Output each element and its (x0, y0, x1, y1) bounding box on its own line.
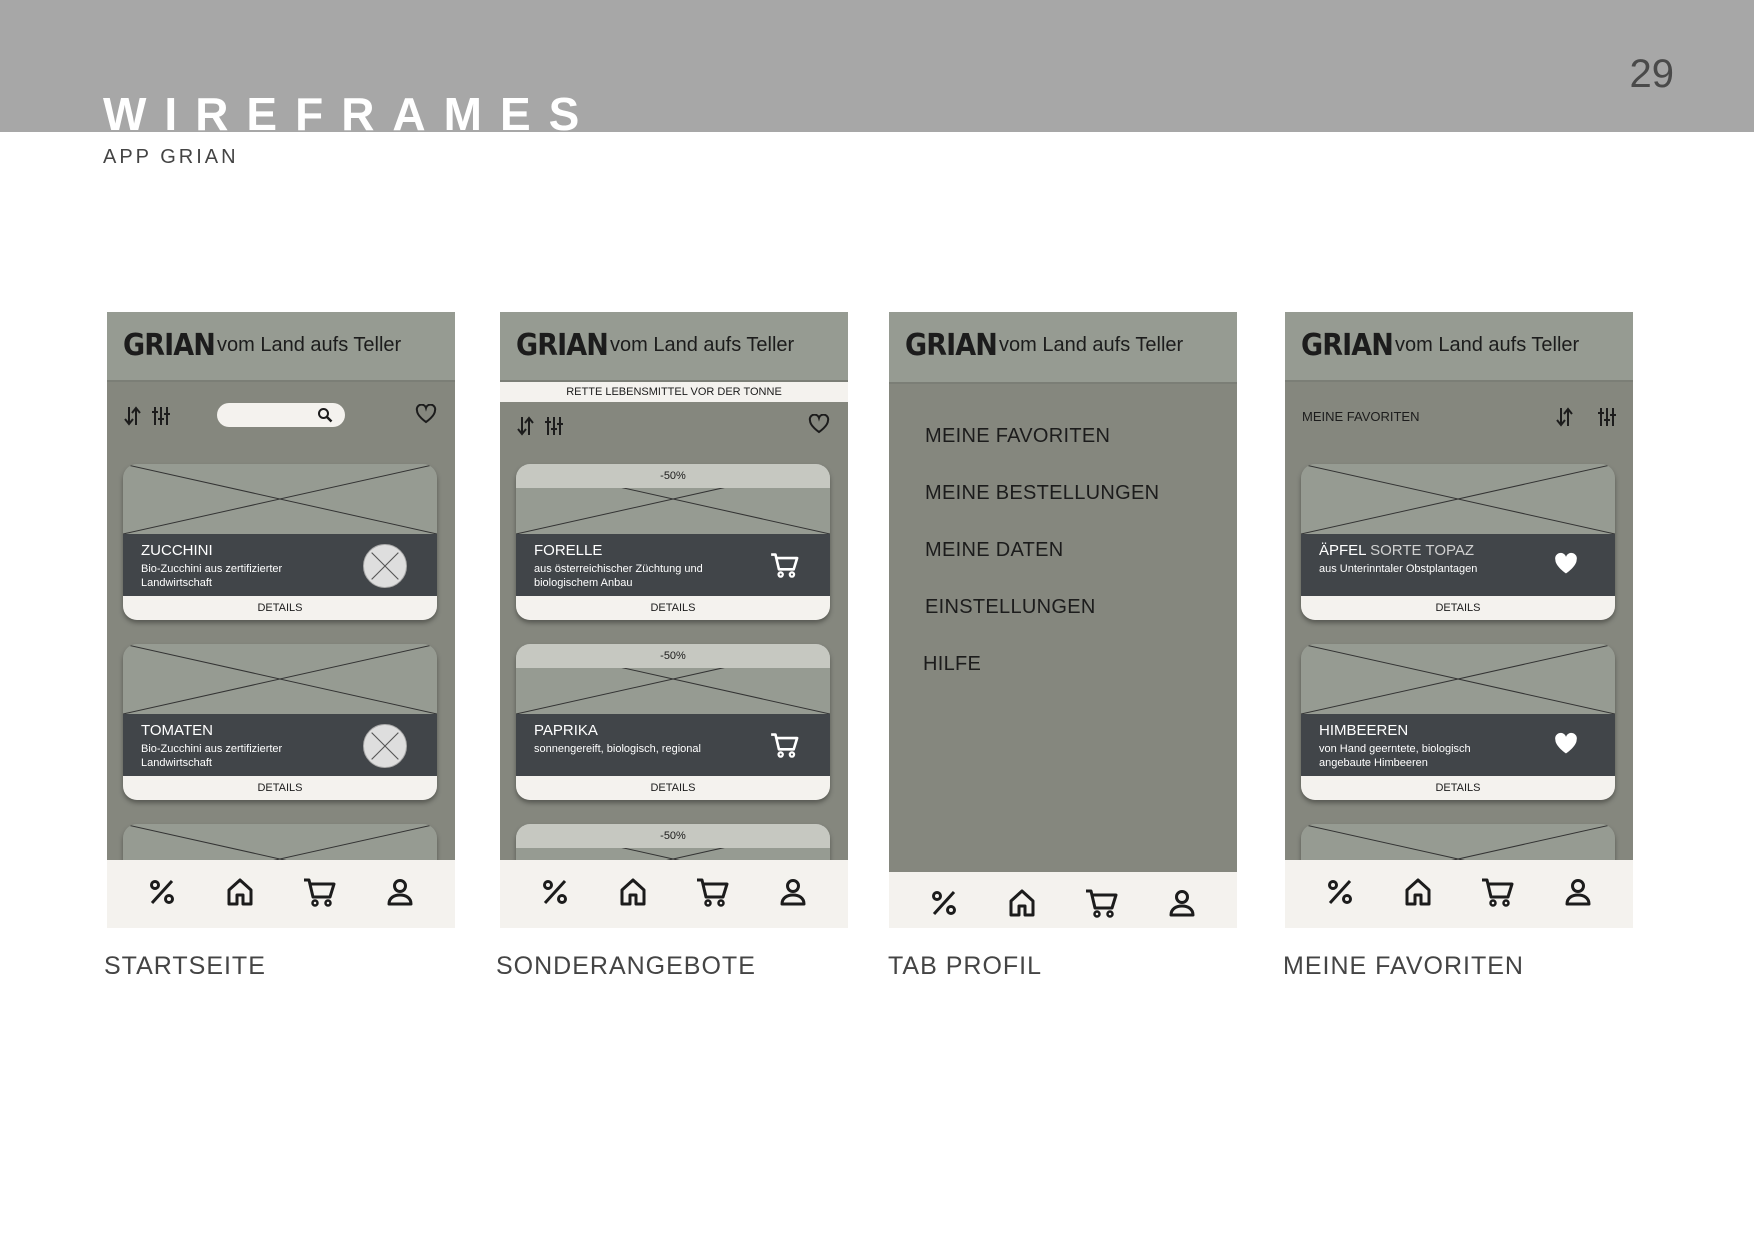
caption-profil: TAB PROFIL (888, 952, 1043, 980)
cart-icon[interactable] (1085, 888, 1119, 923)
toolbar (516, 413, 564, 439)
percent-icon[interactable] (1325, 877, 1355, 912)
filter-sliders-icon[interactable] (1597, 406, 1617, 428)
details-button[interactable]: DETAILS (1301, 596, 1615, 620)
app-logo: GRIAN (123, 328, 215, 363)
section-title: MEINE FAVORITEN (1302, 409, 1420, 424)
sort-arrows-icon[interactable] (123, 405, 143, 427)
placeholder-icon[interactable] (363, 724, 407, 768)
image-placeholder (123, 644, 437, 714)
cart-icon[interactable] (770, 552, 800, 583)
search-input[interactable] (217, 403, 345, 427)
product-description: aus Unterinntaler Obstplantagen (1319, 563, 1478, 575)
product-name: HIMBEEREN (1319, 722, 1409, 739)
offer-card[interactable] (516, 464, 830, 620)
caption-sonderangebote: SONDERANGEBOTE (496, 952, 756, 980)
user-icon[interactable] (1167, 888, 1197, 923)
heart-icon[interactable] (415, 404, 437, 429)
phone-favoriten (1285, 312, 1633, 928)
menu-item-bestellungen[interactable]: MEINE BESTELLUNGEN (925, 482, 1160, 504)
caption-favoriten: MEINE FAVORITEN (1283, 952, 1524, 980)
percent-icon[interactable] (540, 877, 570, 912)
product-description: aus österreichischer Züchtung und biologischem Anbau (534, 563, 703, 589)
app-tagline: vom Land aufs Teller (610, 334, 795, 356)
app-header (107, 312, 455, 382)
user-icon[interactable] (1563, 877, 1593, 912)
discount-badge: -50% (516, 824, 830, 848)
app-header (1285, 312, 1633, 382)
menu-item-hilfe[interactable]: HILFE (923, 653, 982, 675)
bottom-nav (889, 872, 1237, 928)
heart-filled-icon[interactable] (1553, 732, 1579, 761)
menu-item-favoriten[interactable]: MEINE FAVORITEN (925, 425, 1111, 447)
caption-startseite: STARTSEITE (104, 952, 266, 980)
cart-icon[interactable] (696, 877, 730, 912)
filter-sliders-icon[interactable] (544, 415, 564, 437)
app-logo: GRIAN (1301, 328, 1393, 363)
details-button[interactable]: DETAILS (123, 776, 437, 800)
sort-arrows-icon[interactable] (1555, 406, 1575, 428)
favorite-card[interactable] (1301, 644, 1615, 800)
details-button[interactable]: DETAILS (516, 596, 830, 620)
product-name: TOMATEN (141, 722, 213, 739)
home-icon[interactable] (1007, 888, 1037, 923)
details-button[interactable]: DETAILS (516, 776, 830, 800)
home-icon[interactable] (225, 877, 255, 912)
home-icon[interactable] (618, 877, 648, 912)
favorite-card[interactable] (1301, 464, 1615, 620)
phone-sonderangebote (500, 312, 848, 928)
app-tagline: vom Land aufs Teller (217, 334, 402, 356)
user-icon[interactable] (778, 877, 808, 912)
sort-arrows-icon[interactable] (516, 415, 536, 437)
product-name: ÄPFEL SORTE TOPAZ (1319, 542, 1475, 559)
cart-icon[interactable] (770, 732, 800, 763)
placeholder-icon[interactable] (363, 544, 407, 588)
phone-startseite (107, 312, 455, 928)
app-logo: GRIAN (905, 328, 997, 363)
slide-title: WIREFRAMES (103, 88, 598, 140)
profile-menu (925, 424, 1159, 709)
product-description: Bio-Zucchini aus zertifizierter Landwirtschaft (141, 563, 283, 589)
percent-icon[interactable] (929, 888, 959, 923)
image-placeholder (1301, 644, 1615, 714)
heart-icon[interactable] (808, 414, 830, 439)
toolbar (123, 403, 171, 429)
app-logo: GRIAN (516, 328, 608, 363)
promo-banner: RETTE LEBENSMITTEL VOR DER TONNE (500, 382, 848, 402)
app-tagline: vom Land aufs Teller (999, 334, 1184, 356)
menu-item-einstellungen[interactable]: EINSTELLUNGEN (925, 596, 1096, 618)
filter-sliders-icon[interactable] (151, 405, 171, 427)
app-header (889, 312, 1237, 384)
details-button[interactable]: DETAILS (123, 596, 437, 620)
page-number: 29 (1629, 52, 1674, 96)
toolbar (1555, 404, 1617, 430)
phone-profil (889, 312, 1237, 928)
product-name: ZUCCHINI (141, 542, 213, 559)
cart-icon[interactable] (1481, 877, 1515, 912)
bottom-nav (1285, 860, 1633, 928)
product-description: Bio-Zucchini aus zertifizierter Landwirtschaft (141, 743, 283, 769)
product-name: FORELLE (534, 542, 603, 559)
bottom-nav (107, 860, 455, 928)
user-icon[interactable] (385, 877, 415, 912)
product-description: von Hand geerntete, biologisch angebaute Himbeeren (1319, 743, 1471, 769)
image-placeholder (123, 464, 437, 534)
offer-card[interactable] (516, 644, 830, 800)
heart-filled-icon[interactable] (1553, 552, 1579, 581)
product-description: sonnengereift, biologisch, regional (534, 743, 701, 755)
slide-subtitle: APP GRIAN (103, 146, 239, 168)
image-placeholder (1301, 464, 1615, 534)
percent-icon[interactable] (147, 877, 177, 912)
product-card[interactable] (123, 464, 437, 620)
discount-badge: -50% (516, 644, 830, 668)
app-header (500, 312, 848, 382)
bottom-nav (500, 860, 848, 928)
product-card[interactable] (123, 644, 437, 800)
home-icon[interactable] (1403, 877, 1433, 912)
menu-item-daten[interactable]: MEINE DATEN (925, 539, 1064, 561)
app-tagline: vom Land aufs Teller (1395, 334, 1580, 356)
discount-badge: -50% (516, 464, 830, 488)
product-name: PAPRIKA (534, 722, 598, 739)
cart-icon[interactable] (303, 877, 337, 912)
details-button[interactable]: DETAILS (1301, 776, 1615, 800)
